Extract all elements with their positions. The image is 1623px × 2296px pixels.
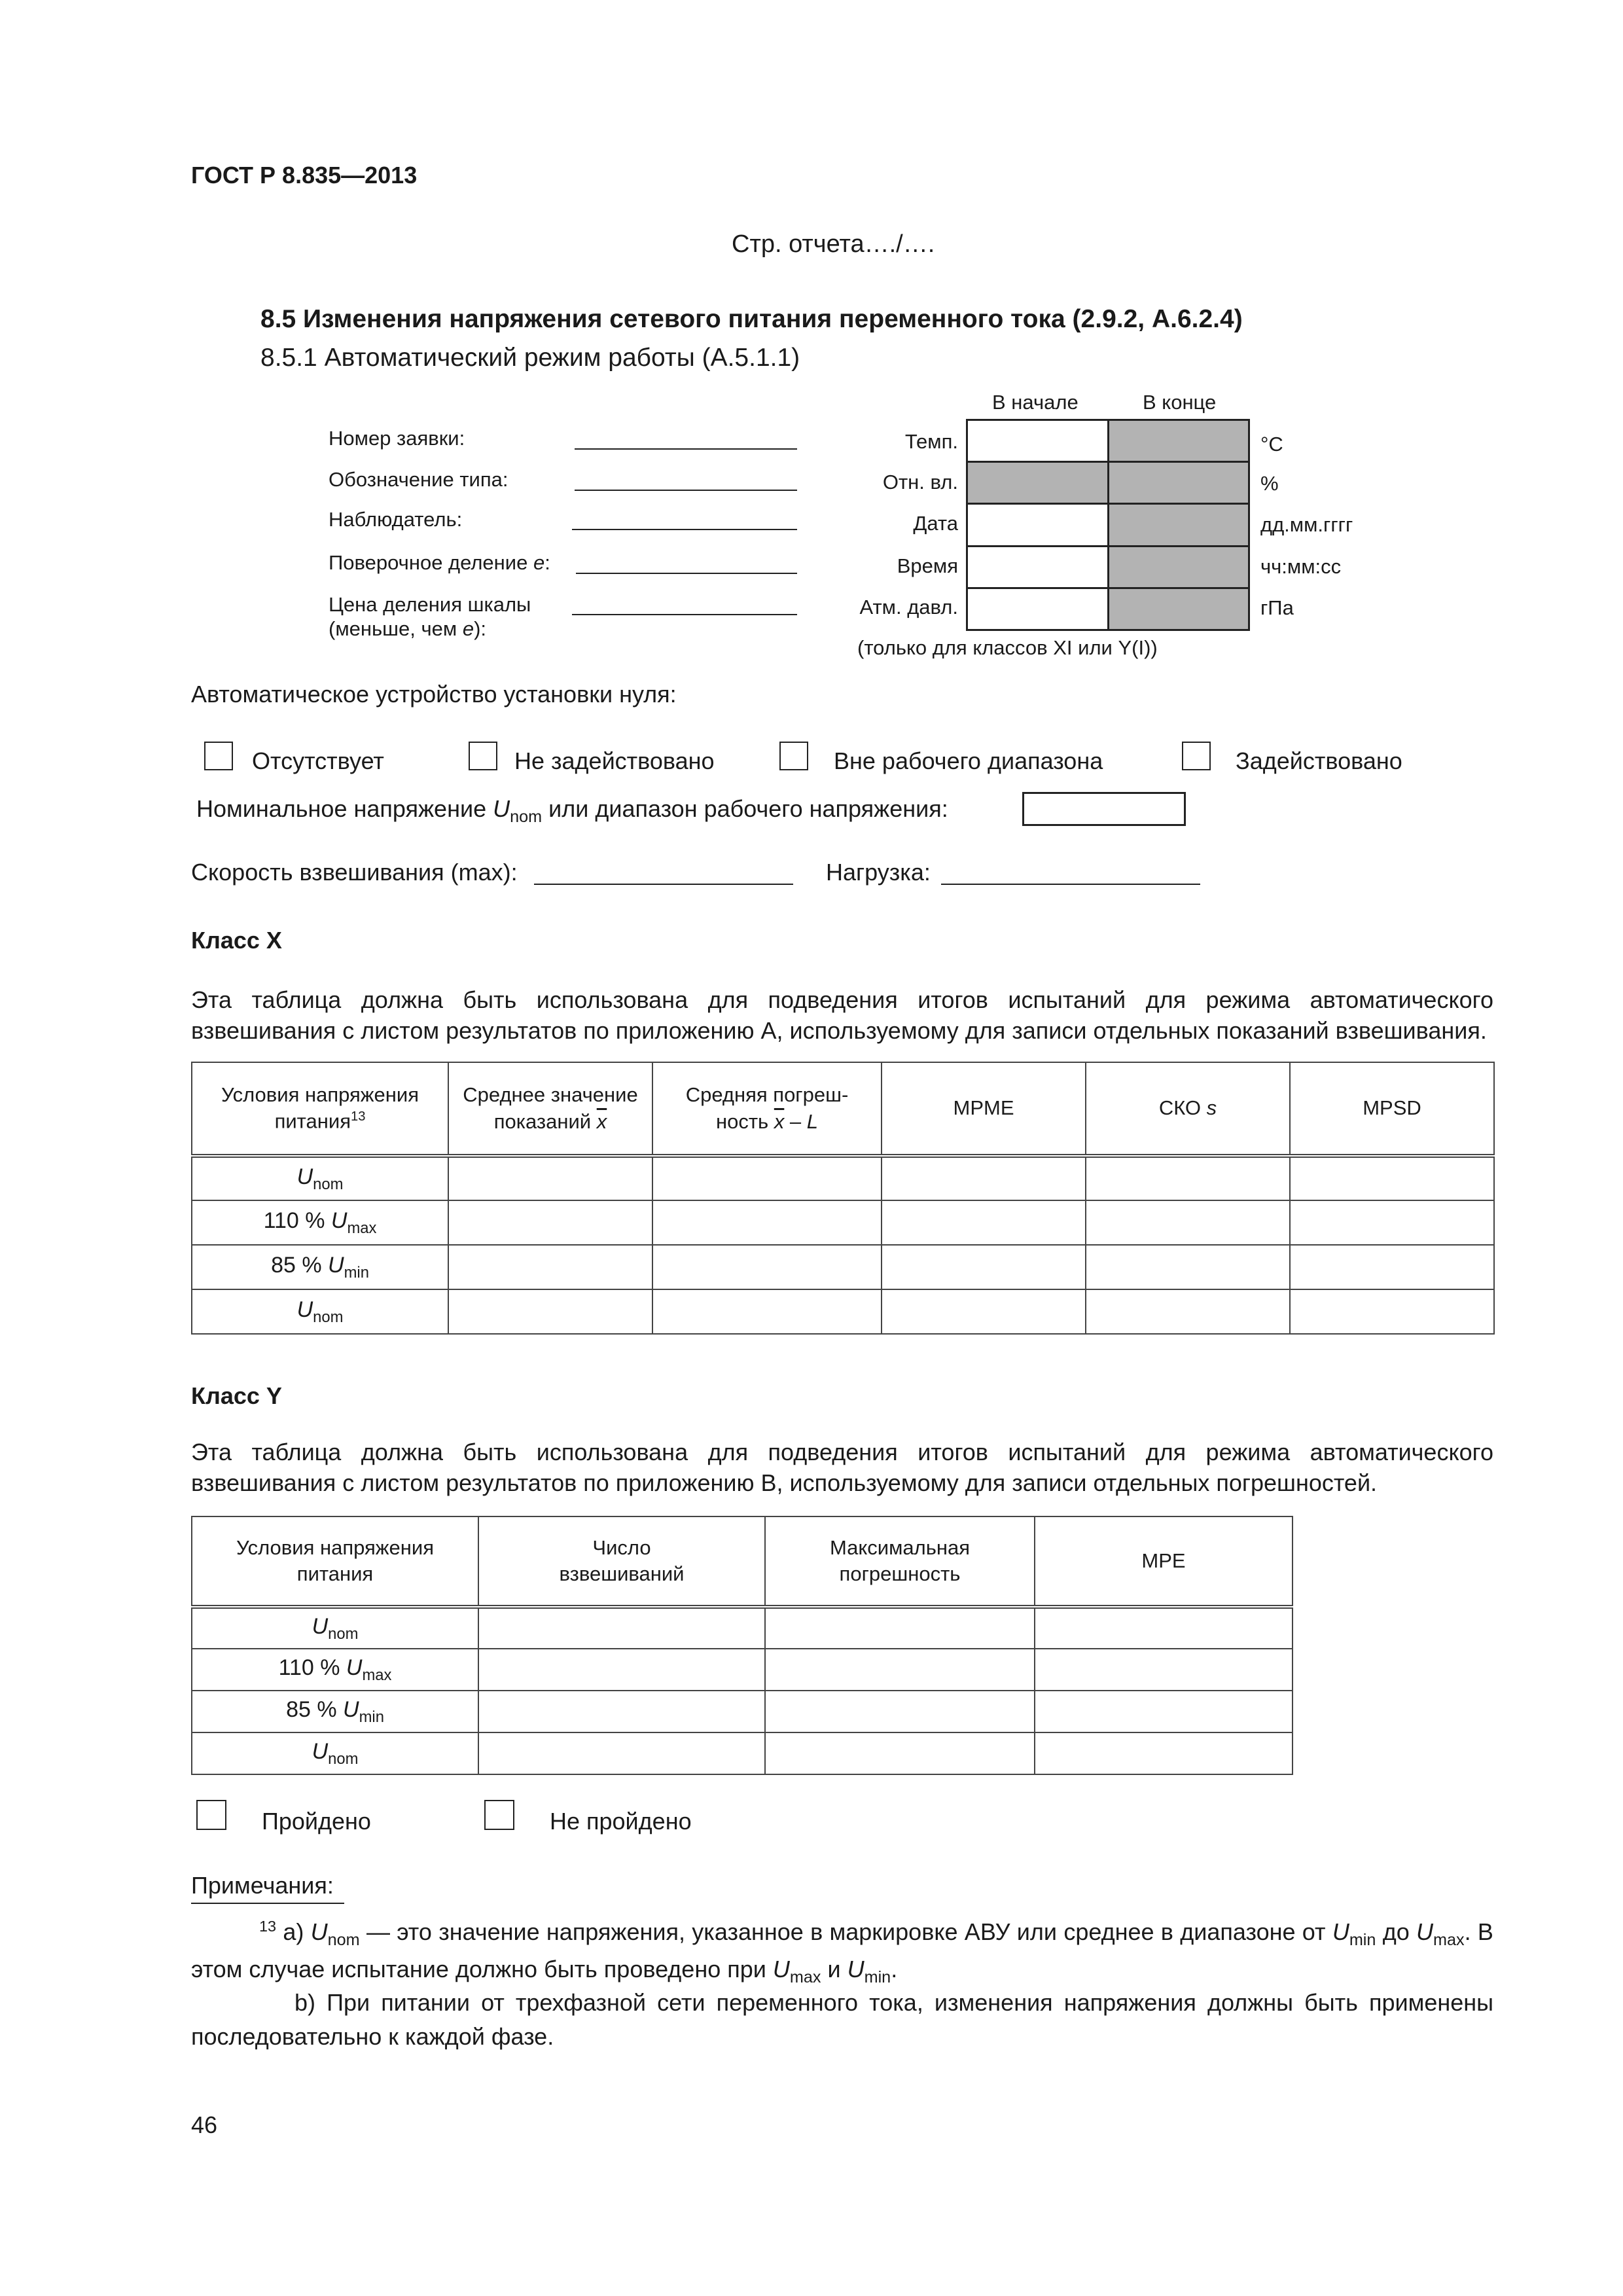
pressure-end-cell[interactable] bbox=[1108, 588, 1249, 630]
header-mpe: MPE bbox=[1035, 1516, 1293, 1607]
footnote-b: b) При питании от трехфазной сети переменного тока, изменения напряжения должны быть применены последовательно к каждой фазе. bbox=[191, 1989, 1493, 2051]
table-cell[interactable] bbox=[882, 1289, 1086, 1334]
application-number-field[interactable] bbox=[575, 448, 797, 450]
table-cell[interactable] bbox=[1086, 1156, 1290, 1200]
class-y-table bbox=[191, 1516, 1293, 1775]
observer-label: Наблюдатель: bbox=[329, 508, 463, 531]
temp-end-cell[interactable] bbox=[1108, 420, 1249, 462]
table-row bbox=[192, 1245, 1494, 1289]
row-label: $U_{nom}$ bbox=[192, 1607, 478, 1649]
temp-label: Темп. bbox=[904, 430, 958, 453]
header-sko: СКО s bbox=[1086, 1062, 1290, 1156]
table-cell[interactable] bbox=[1086, 1245, 1290, 1289]
table-cell[interactable] bbox=[765, 1691, 1035, 1732]
row-label: 110 % $U_{max}$ bbox=[192, 1200, 448, 1245]
table-row bbox=[192, 1691, 1293, 1732]
table-cell[interactable] bbox=[1290, 1289, 1494, 1334]
passed-label: Пройдено bbox=[262, 1808, 371, 1835]
table-cell[interactable] bbox=[1290, 1200, 1494, 1245]
date-unit: дд.мм.гггг bbox=[1260, 513, 1353, 536]
time-end-cell[interactable] bbox=[1108, 546, 1249, 588]
table-cell[interactable] bbox=[478, 1649, 765, 1691]
conditions-note: (только для классов XI или Y(I)) bbox=[857, 636, 1158, 659]
date-start-cell[interactable] bbox=[967, 504, 1109, 546]
section-heading: 8.5 Изменения напряжения сетевого питания переменного тока (2.9.2, A.6.2.4) bbox=[260, 305, 1243, 333]
table-cell[interactable] bbox=[478, 1691, 765, 1732]
col-end-header: В конце bbox=[1143, 391, 1217, 414]
table-row bbox=[192, 1732, 1293, 1774]
table-cell[interactable] bbox=[448, 1200, 652, 1245]
table-cell[interactable] bbox=[882, 1245, 1086, 1289]
header-max-error: Максимальная погрешность bbox=[765, 1516, 1035, 1607]
failed-label: Не пройдено bbox=[550, 1808, 692, 1835]
table-cell[interactable] bbox=[1035, 1607, 1293, 1649]
table-row bbox=[192, 1200, 1494, 1245]
row-label: $U_{nom}$ bbox=[192, 1156, 448, 1200]
table-cell[interactable] bbox=[765, 1607, 1035, 1649]
class-y-title: Класс Y bbox=[191, 1382, 282, 1409]
class-y-intro: Эта таблица должна быть использована для подведения итогов испытаний для режима автоматического взвешивания с листом результатов по приложению В, используемому для записи отдельных погрешностей. bbox=[191, 1439, 1493, 1496]
checkbox-not-engaged[interactable] bbox=[469, 742, 497, 770]
speed-field[interactable] bbox=[534, 884, 793, 885]
section-subheading: 8.5.1 Автоматический режим работы (А.5.1.1) bbox=[260, 344, 800, 372]
table-cell[interactable] bbox=[1086, 1289, 1290, 1334]
conditions-table bbox=[966, 419, 1250, 631]
table-cell[interactable] bbox=[652, 1245, 882, 1289]
date-end-cell[interactable] bbox=[1108, 504, 1249, 546]
humidity-label: Отн. вл. bbox=[882, 471, 958, 493]
checkbox-absent[interactable] bbox=[204, 742, 233, 770]
humidity-unit: % bbox=[1260, 472, 1279, 495]
date-label: Дата bbox=[913, 512, 958, 535]
table-cell[interactable] bbox=[448, 1245, 652, 1289]
notes-divider bbox=[191, 1903, 344, 1904]
table-row bbox=[192, 1289, 1494, 1334]
class-x-table bbox=[191, 1062, 1495, 1335]
pressure-label: Атм. давл. bbox=[859, 596, 958, 619]
time-label: Время bbox=[897, 554, 958, 577]
col-start-header: В начале bbox=[992, 391, 1079, 414]
scale-interval-label-1: Цена деления шкалы bbox=[329, 593, 531, 616]
class-x-title: Класс X bbox=[191, 927, 282, 954]
table-cell[interactable] bbox=[1290, 1245, 1494, 1289]
table-cell[interactable] bbox=[1290, 1156, 1494, 1200]
page-number: 46 bbox=[191, 2111, 218, 2138]
table-cell[interactable] bbox=[882, 1200, 1086, 1245]
table-cell[interactable] bbox=[765, 1732, 1035, 1774]
table-cell[interactable] bbox=[882, 1156, 1086, 1200]
scale-interval-label-2: (меньше, чем e): bbox=[329, 617, 486, 640]
header-supply-conditions: Условия напряжения питания$^{13}$ bbox=[192, 1062, 448, 1156]
temp-start-cell[interactable] bbox=[967, 420, 1109, 462]
header-mean-error: Средняя погреш- ность $\overline{x}$ – L bbox=[652, 1062, 882, 1156]
table-row bbox=[192, 1607, 1293, 1649]
header-mpme: MPME bbox=[882, 1062, 1086, 1156]
time-start-cell[interactable] bbox=[967, 546, 1109, 588]
header-supply-conditions: Условия напряжения питания bbox=[192, 1516, 478, 1607]
load-label: Нагрузка: bbox=[826, 859, 931, 886]
standard-number: ГОСТ Р 8.835—2013 bbox=[191, 162, 418, 188]
class-x-intro: Эта таблица должна быть использована для подведения итогов испытаний для режима автоматического взвешивания с листом результатов по приложению А, используемому для записи отдельных показаний взвешивания. bbox=[191, 986, 1493, 1044]
header-mpsd: MPSD bbox=[1290, 1062, 1494, 1156]
observer-field[interactable] bbox=[572, 529, 797, 530]
option-absent-label: Отсутствует bbox=[252, 747, 384, 774]
checkbox-out-of-range[interactable] bbox=[779, 742, 808, 770]
notes-title: Примечания: bbox=[191, 1872, 334, 1899]
nominal-voltage-label: Номинальное напряжение $U_{nom}$ или диапазон рабочего напряжения: bbox=[196, 795, 948, 827]
table-cell[interactable] bbox=[1086, 1200, 1290, 1245]
nominal-voltage-box[interactable] bbox=[1022, 792, 1186, 826]
load-field[interactable] bbox=[941, 884, 1200, 885]
option-not-engaged-label: Не задействовано bbox=[514, 747, 715, 774]
table-cell[interactable] bbox=[478, 1732, 765, 1774]
zero-setting-title: Автоматическое устройство установки нуля: bbox=[191, 681, 677, 708]
table-cell[interactable] bbox=[765, 1649, 1035, 1691]
temp-unit: °C bbox=[1260, 433, 1283, 456]
table-row bbox=[192, 1156, 1494, 1200]
header-mean-indication: Среднее значение показаний $\overline{x}$ bbox=[448, 1062, 652, 1156]
row-label: 85 % $U_{min}$ bbox=[192, 1245, 448, 1289]
type-designation-field[interactable] bbox=[575, 490, 797, 491]
row-label: $U_{nom}$ bbox=[192, 1732, 478, 1774]
table-cell[interactable] bbox=[478, 1607, 765, 1649]
row-label: 110 % $U_{max}$ bbox=[192, 1649, 478, 1691]
humidity-start-cell[interactable] bbox=[967, 462, 1109, 504]
humidity-end-cell[interactable] bbox=[1108, 462, 1249, 504]
footnote-a: $^{13}$ a) $U_{nom}$ — это значение напряжения, указанное в маркировке АВУ или среднее в диапазоне от $U_{min}$ до $U_{max}$. В этом случае испытание должно быть проведено при $U_{max}$ и $U_{min}$. bbox=[191, 1918, 1493, 1986]
application-number-label: Номер заявки: bbox=[329, 427, 465, 450]
checkbox-passed[interactable] bbox=[196, 1800, 226, 1830]
speed-label: Скорость взвешивания (max): bbox=[191, 859, 518, 886]
verification-interval-field[interactable] bbox=[576, 573, 797, 574]
header-weighing-count: Число взвешиваний bbox=[478, 1516, 765, 1607]
table-cell[interactable] bbox=[1035, 1649, 1293, 1691]
row-label: $U_{nom}$ bbox=[192, 1289, 448, 1334]
table-row bbox=[192, 1649, 1293, 1691]
table-cell[interactable] bbox=[448, 1289, 652, 1334]
table-cell[interactable] bbox=[1035, 1691, 1293, 1732]
pressure-unit: гПа bbox=[1260, 596, 1294, 619]
checkbox-failed[interactable] bbox=[484, 1800, 514, 1830]
scale-interval-field[interactable] bbox=[572, 614, 797, 615]
report-page-counter: Стр. отчета…./…. bbox=[732, 230, 935, 258]
table-cell[interactable] bbox=[652, 1156, 882, 1200]
time-unit: чч:мм:сс bbox=[1260, 555, 1342, 578]
checkbox-engaged[interactable] bbox=[1182, 742, 1211, 770]
table-cell[interactable] bbox=[1035, 1732, 1293, 1774]
table-cell[interactable] bbox=[448, 1156, 652, 1200]
option-engaged-label: Задействовано bbox=[1236, 747, 1402, 774]
table-cell[interactable] bbox=[652, 1289, 882, 1334]
pressure-start-cell[interactable] bbox=[967, 588, 1109, 630]
table-cell[interactable] bbox=[652, 1200, 882, 1245]
row-label: 85 % $U_{min}$ bbox=[192, 1691, 478, 1732]
verification-interval-label: Поверочное деление e: bbox=[329, 551, 550, 574]
option-out-of-range-label: Вне рабочего диапазона bbox=[834, 747, 1103, 774]
type-designation-label: Обозначение типа: bbox=[329, 468, 508, 491]
